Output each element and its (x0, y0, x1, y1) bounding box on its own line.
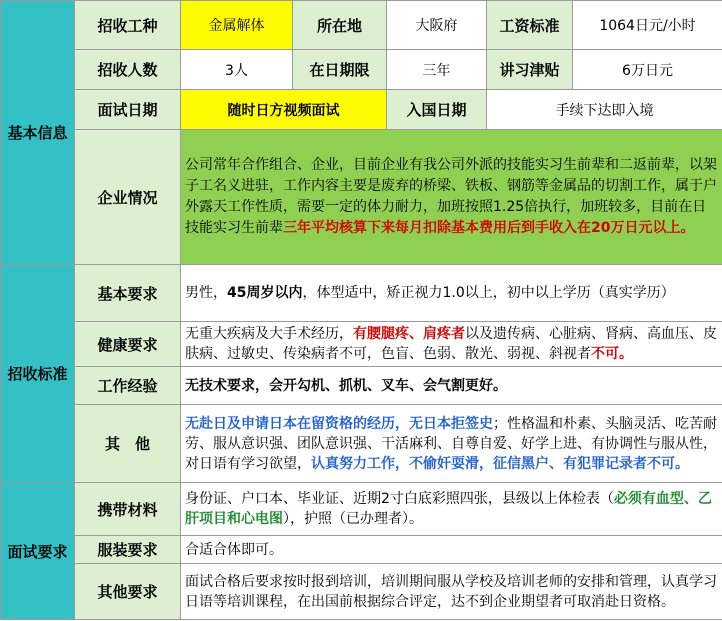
category-interview: 面试要求 (1, 483, 75, 620)
materials-text (181, 483, 722, 536)
label-materials: 携带材料 (75, 483, 181, 536)
label-basic-req: 基本要求 (75, 265, 181, 322)
other-text (181, 405, 722, 483)
value-job-type: 金属解体 (181, 1, 293, 50)
label-health: 健康要求 (75, 322, 181, 367)
label-job-type: 招收工种 (75, 1, 181, 50)
company-description (181, 130, 722, 265)
dress-text: 合适合体即可。 (181, 536, 722, 564)
label-location: 所在地 (293, 1, 387, 50)
other-visa-history: 无赴日及申请日本在留资格的经历，无日本拒签史 (185, 415, 493, 432)
label-dress: 服装要求 (75, 536, 181, 564)
materials-t3: ），护照（已办理者）。 (283, 511, 423, 527)
other-t2: ；性格温和朴素、头脑灵活、吃苦耐劳、服从意识强、团队意识强、干活麻利、自尊自爱、好学上进、有协调性与服从性，对日语有学习欲望， (185, 415, 717, 472)
company-income-highlight: 三年平均核算下来每月扣除基本费用后到手收入在20万日元以上。 (283, 220, 695, 236)
materials-t1: 身份证、户口本、毕业证、近期2寸白底彩照四张，县级以上体检表（ (185, 491, 614, 507)
basic-req-t3: ，体型适中，矫正视力1.0以上，初中以上学历（真实学历） (302, 285, 675, 301)
label-allowance: 讲习津贴 (487, 50, 573, 90)
value-interview-date: 随时日方视频面试 (181, 90, 387, 130)
label-salary: 工资标准 (487, 1, 573, 50)
label-company: 企业情况 (75, 130, 181, 265)
value-salary: 1064日元/小时 (573, 1, 722, 50)
label-interview-date: 面试日期 (75, 90, 181, 130)
value-location: 大阪府 (387, 1, 487, 50)
company-text: 公司常年合作组合、企业，目前企业有我公司外派的技能实习生前辈和二返前辈，以架子工名义进驻，工作内容主要是废弃的桥梁、铁板、钢筋等金属品的切割工作，属于户外露天工作性质，需要一定的体力耐力，加班按照1.25倍执行，加班较多，目前在日技能实习生前辈 (185, 157, 717, 236)
label-term: 在日期限 (293, 50, 387, 90)
work-exp-text: 无技术要求，会开勾机、抓机、叉车、会气割更好。 (181, 367, 722, 405)
label-other: 其 他 (75, 405, 181, 483)
health-highlight: 有腰腿疼、肩疼者 (353, 326, 465, 342)
value-term: 三年 (387, 50, 487, 90)
basic-req-age: 45周岁以内 (227, 285, 303, 301)
label-work-exp: 工作经验 (75, 367, 181, 405)
other-work-attitude: 认真努力工作，不偷奸耍滑，征信黑户、有犯罪记录者不可。 (311, 455, 689, 472)
value-headcount: 3人 (181, 50, 293, 90)
materials-highlight: 必须有血型、乙肝项目和心电图 (185, 491, 712, 527)
basic-req-t1: 男性， (185, 285, 227, 301)
health-text (181, 322, 722, 367)
value-entry-date: 手续下达即入境 (487, 90, 722, 130)
health-t1: 无重大疾病及大手术经历， (185, 326, 353, 342)
category-recruit-criteria: 招收标准 (1, 265, 75, 483)
other-req-text: 面试合格后要求按时报到培训，培训期间服从学校及培训老师的安排和管理，认真学习日语等培训课程，在出国前根据综合评定，达不到企业期望者可取消赴日资格。 (181, 564, 722, 620)
label-headcount: 招收人数 (75, 50, 181, 90)
health-t3: 以及遗传病、心脏病、肾病、高血压、皮肤病、过敏史、传染病者不可，色盲、色弱、散光、弱视、斜视者 (185, 326, 717, 362)
basic-req-text (181, 265, 722, 322)
label-other-req: 其他要求 (75, 564, 181, 620)
category-basic-info: 基本信息 (1, 1, 75, 265)
label-entry-date: 入国日期 (387, 90, 487, 130)
value-allowance: 6万日元 (573, 50, 722, 90)
health-not-allowed: 不可。 (591, 346, 633, 362)
